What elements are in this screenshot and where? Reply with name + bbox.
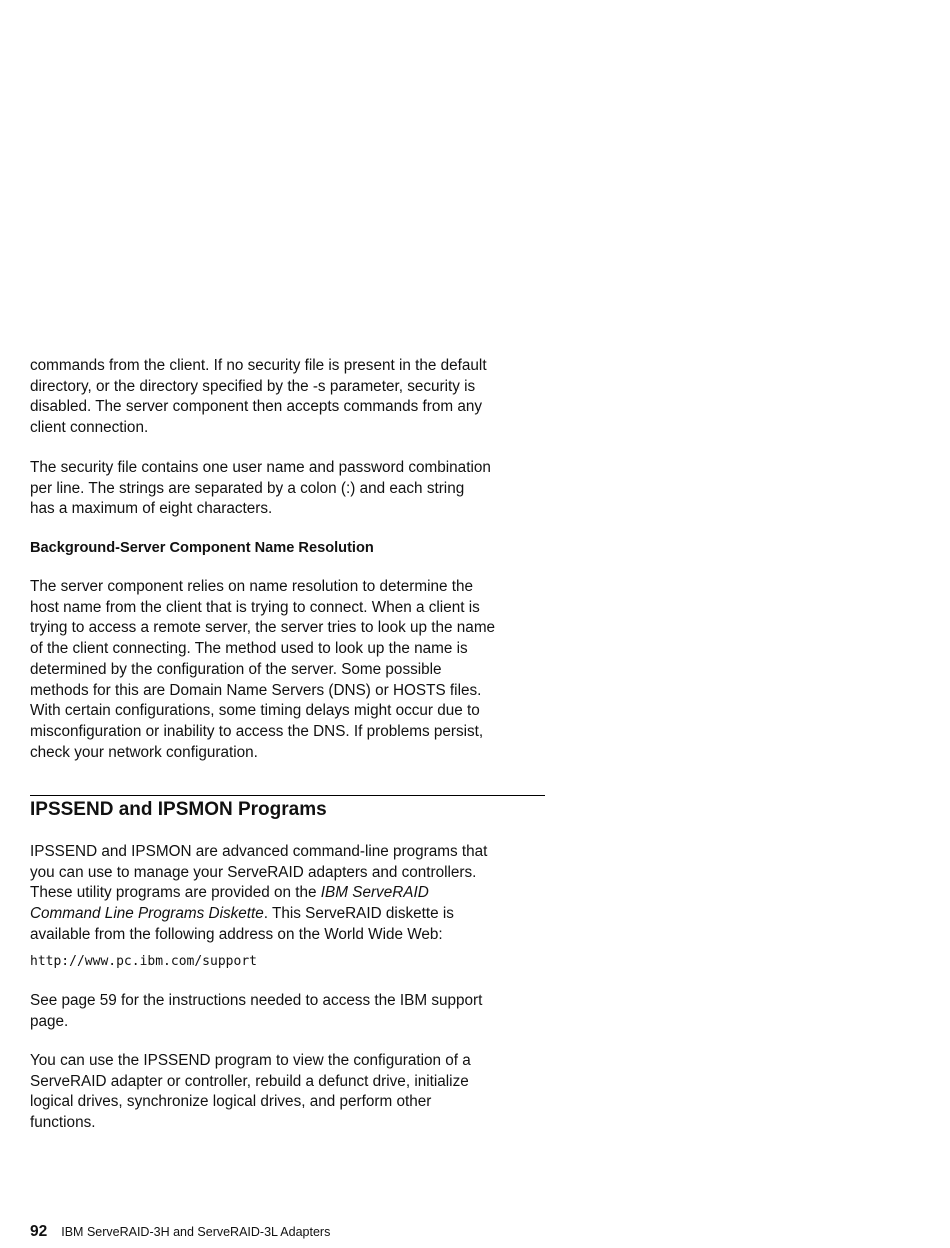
page-footer [30, 1222, 330, 1242]
paragraph-ipssend-intro [30, 842, 550, 946]
section-divider [30, 795, 545, 796]
paragraph-name-resolution [30, 577, 550, 763]
url-block [30, 952, 550, 972]
subheading-text: Background-Server Component Name Resolution [30, 540, 374, 556]
subheading-name-resolution [30, 538, 550, 558]
paragraph-text: See page 59 for the instructions needed to access the IBM support page. [30, 992, 483, 1030]
paragraph-text [30, 842, 550, 946]
paragraph-text: You can use the IPSSEND program to view the configuration of a ServeRAID adapter or controller, rebuild a defunct drive, initialize logical drives, synchronize logical drives, and perform other functions. [30, 1052, 471, 1132]
paragraph-security-file-absent [30, 356, 550, 439]
paragraph-text-end: . This ServeRAID diskette is available from the following address on the World Wide Web: [30, 905, 454, 943]
paragraph-text: The server component relies on name resolution to determine the host name from the client that is trying to connect. When a client is trying to access a remote server, the server tries to look up the name of the client connecting. The method used to look up the name is determined by the configuration of the server. Some possible methods for this are Domain Name Servers (DNS) or HOSTS files. With certain configurations, some timing delays might occur due to misconfiguration or inability to access the DNS. If problems persist, check your network configuration. [30, 578, 496, 761]
paragraph-text: The security file contains one user name and password combination per line. The strings are separated by a colon (:) and each string has a maximum of eight characters. [30, 459, 491, 518]
paragraph-text-start: IPSSEND and IPSMON are advanced command-line programs that you can use to manage your ServeRAID adapters and controllers. These utility programs are provided on the [30, 843, 488, 902]
footer-title: IBM ServeRAID-3H and ServeRAID-3L Adapters [61, 1225, 331, 1239]
support-url: http://www.pc.ibm.com/support [30, 954, 257, 969]
section-title: IPSSEND and IPSMON Programs [30, 799, 327, 820]
diskette-title: IBM ServeRAID Command Line Programs Diskette [30, 884, 429, 923]
section-heading [30, 797, 550, 823]
paragraph-ipssend-uses [30, 1051, 550, 1134]
paragraph-security-file-format [30, 458, 550, 520]
paragraph-see-page [30, 991, 550, 1032]
page-number: 92 [30, 1223, 48, 1240]
paragraph-text: commands from the client. If no security file is present in the default directory, or the directory specified by the -s parameter, security is disabled. The server component then accepts commands from any client connection. [30, 357, 487, 437]
